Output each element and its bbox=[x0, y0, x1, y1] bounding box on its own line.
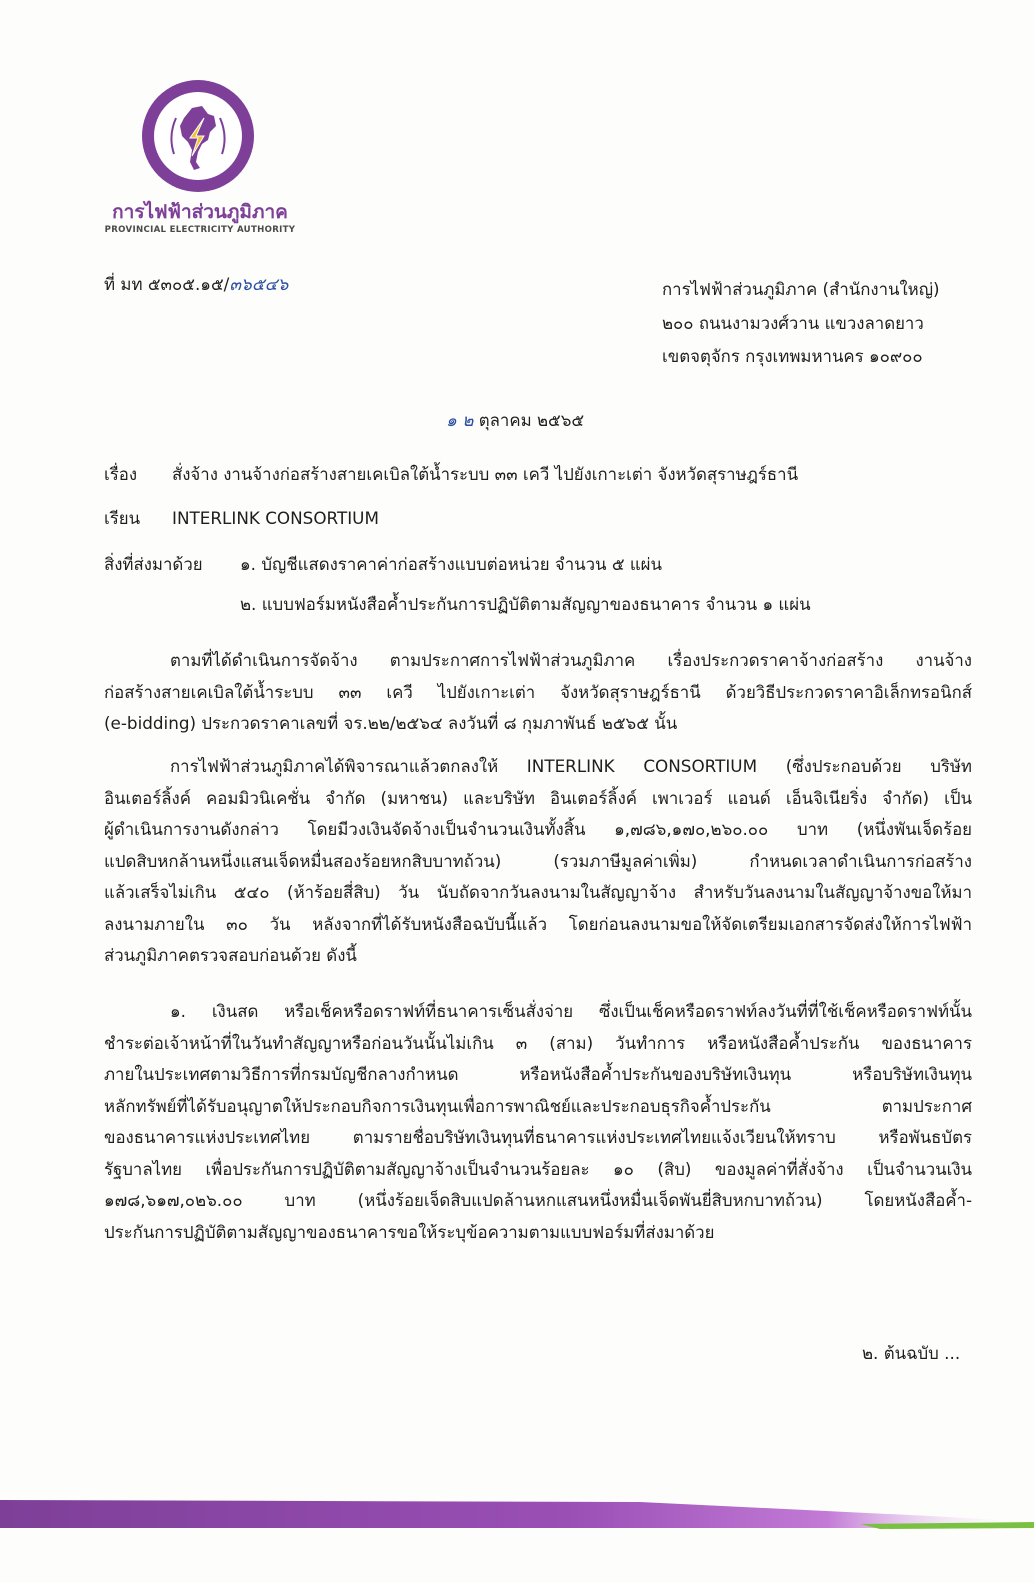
paragraph-line: รัฐบาลไทย เพื่อประกันการปฏิบัติตามสัญญาจ้างเป็นจำนวนร้อยละ ๑๐ (สิบ) ของมูลค่าที่สั่งจ้าง เป็นจำนวนเงิน bbox=[104, 1158, 972, 1179]
org-name-en: PROVINCIAL ELECTRICITY AUTHORITY bbox=[104, 225, 296, 235]
paragraph-line: การไฟฟ้าส่วนภูมิภาคได้พิจารณาแล้วตกลงให้ INTERLINK CONSORTIUM (ซึ่งประกอบด้วย บริษัท bbox=[170, 756, 972, 776]
paragraph-line: หลักทรัพย์ที่ได้รับอนุญาตให้ประกอบกิจการเงินทุนเพื่อการพาณิชย์และประกอบธุรกิจค้ำประกัน ตามประกาศ bbox=[104, 1095, 972, 1116]
enclosures-label: สิ่งที่ส่งมาด้วย bbox=[104, 554, 203, 574]
org-name-th: การไฟฟ้าส่วนภูมิภาค bbox=[112, 201, 288, 223]
body-paragraph-1 bbox=[104, 645, 972, 740]
paragraph-line: แล้วเสร็จไม่เกิน ๕๔๐ (ห้าร้อยสี่สิบ) วัน นับถัดจากวันลงนามในสัญญาจ้าง สำหรับวันลงนามในสัญญาจ้างขอให้มา bbox=[104, 882, 972, 902]
sender-address-line-2: ๒๐๐ ถนนงามวงศ์วาน แขวงลาดยาว bbox=[662, 313, 924, 333]
paragraph-line: ชำระต่อเจ้าหน้าที่ในวันทำสัญญาหรือก่อนวันนั้นไม่เกิน ๓ (สาม) วันทำการ หรือหนังสือค้ำประกัน ของธนาคาร bbox=[104, 1032, 972, 1053]
reference-label: ที่ มท ๕๓๐๕.๑๕/ bbox=[104, 274, 230, 294]
enclosure-item: ๒. แบบฟอร์มหนังสือค้ำประกันการปฏิบัติตามสัญญาของธนาคาร จำนวน ๑ แผ่น bbox=[240, 594, 811, 614]
paragraph-line: ตามที่ได้ดำเนินการจัดจ้าง ตามประกาศการไฟฟ้าส่วนภูมิภาค เรื่องประกวดราคาจ้างก่อสร้าง งานจ้าง bbox=[170, 650, 972, 670]
recipient-name: INTERLINK CONSORTIUM bbox=[172, 508, 379, 528]
paragraph-line: ภายในประเทศตามวิธีการที่กรมบัญชีกลางกำหนด หรือหนังสือค้ำประกันของบริษัทเงินทุน หรือบริษัทเงินทุน bbox=[104, 1064, 972, 1084]
date-month-year: ตุลาคม ๒๕๖๕ bbox=[478, 410, 585, 430]
date-day: ๑ ๒ bbox=[446, 411, 474, 431]
recipient-label: เรียน bbox=[104, 508, 141, 528]
paragraph-line: ก่อสร้างสายเคเบิลใต้น้ำระบบ ๓๓ เควี ไปยังเกาะเต่า จังหวัดสุราษฎร์ธานี ด้วยวิธีประกวดราคาอิเล็กทรอนิกส์ bbox=[104, 681, 972, 702]
pea-seal-icon bbox=[142, 80, 254, 192]
paragraph-line: ประกันการปฏิบัติตามสัญญาของธนาคารขอให้ระบุข้อความตามแบบฟอร์มที่ส่งมาด้วย bbox=[104, 1221, 715, 1242]
footer-band bbox=[0, 1498, 1034, 1538]
paragraph-line: ของธนาคารแห่งประเทศไทย ตามรายชื่อบริษัทเงินทุนที่ธนาคารแห่งประเทศไทยแจ้งเวียนให้ทราบ หรือพันธบัตร bbox=[104, 1127, 972, 1147]
body-paragraph-3 bbox=[104, 996, 972, 1248]
reference-number bbox=[104, 276, 288, 294]
paragraph-line: ๑. เงินสด หรือเช็คหรือดราฟท์ที่ธนาคารเซ็นสั่งจ่าย ซึ่งเป็นเช็คหรือดราฟท์ลงวันที่ที่ใช้เช็คหรือดราฟท์นั้น bbox=[170, 1001, 972, 1021]
sender-address-line-3: เขตจตุจักร กรุงเทพมหานคร ๑๐๙๐๐ bbox=[662, 346, 923, 366]
enclosure-item: ๑. บัญชีแสดงราคาค่าก่อสร้างแบบต่อหน่วย จำนวน ๕ แผ่น bbox=[240, 554, 662, 574]
paragraph-line: (e-bidding) ประกวดราคาเลขที่ จร.๒๒/๒๕๖๔ ลงวันที่ ๘ กุมภาพันธ์ ๒๕๖๕ นั้น bbox=[104, 713, 678, 733]
sender-address-line-1: การไฟฟ้าส่วนภูมิภาค (สำนักงานใหญ่) bbox=[662, 279, 940, 299]
paragraph-line: ส่วนภูมิภาคตรวจสอบก่อนด้วย ดังนี้ bbox=[104, 945, 357, 965]
continuation-marker: ๒. ต้นฉบับ ... bbox=[862, 1343, 961, 1363]
paragraph-line: ผู้ดำเนินการงานดังกล่าว โดยมีวงเงินจัดจ้างเป็นจำนวนเงินทั้งสิ้น ๑,๗๘๖,๑๗๐,๒๖๐.๐๐ บาท (หนึ่งพันเจ็ดร้อย bbox=[104, 819, 972, 839]
paragraph-line: แปดสิบหกล้านหนึ่งแสนเจ็ดหมื่นสองร้อยหกสิบบาทถ้วน) (รวมภาษีมูลค่าเพิ่ม) กำหนดเวลาดำเนินการก่อสร้าง bbox=[104, 850, 972, 871]
letter-date bbox=[446, 412, 584, 430]
reference-handwritten-number: ๓๖๕๔๖ bbox=[229, 275, 289, 295]
paragraph-line: อินเตอร์ลิ้งค์ คอมมิวนิเคชั่น จำกัด (มหาชน) และบริษัท อินเตอร์ลิ้งค์ เพาเวอร์ แอนด์ เอ็นจิเนียริ่ง จำกัด) เป็น bbox=[104, 787, 972, 808]
paragraph-line: ลงนามภายใน ๓๐ วัน หลังจากที่ได้รับหนังสือฉบับนี้แล้ว โดยก่อนลงนามขอให้จัดเตรียมเอกสารจัดส่งให้การไฟฟ้า bbox=[104, 913, 972, 934]
subject-text: สั่งจ้าง งานจ้างก่อสร้างสายเคเบิลใต้น้ำระบบ ๓๓ เควี ไปยังเกาะเต่า จังหวัดสุราษฎร์ธานี bbox=[172, 464, 799, 484]
body-paragraph-2 bbox=[104, 751, 972, 972]
paragraph-line: ๑๗๘,๖๑๗,๐๒๖.๐๐ บาท (หนึ่งร้อยเจ็ดสิบแปดล้านหกแสนหนึ่งหมื่นเจ็ดพันยี่สิบหกบาทถ้วน) โดยหนังสือค้ำ- bbox=[104, 1190, 972, 1210]
subject-label: เรื่อง bbox=[104, 464, 138, 484]
thailand-map-icon bbox=[158, 96, 238, 176]
